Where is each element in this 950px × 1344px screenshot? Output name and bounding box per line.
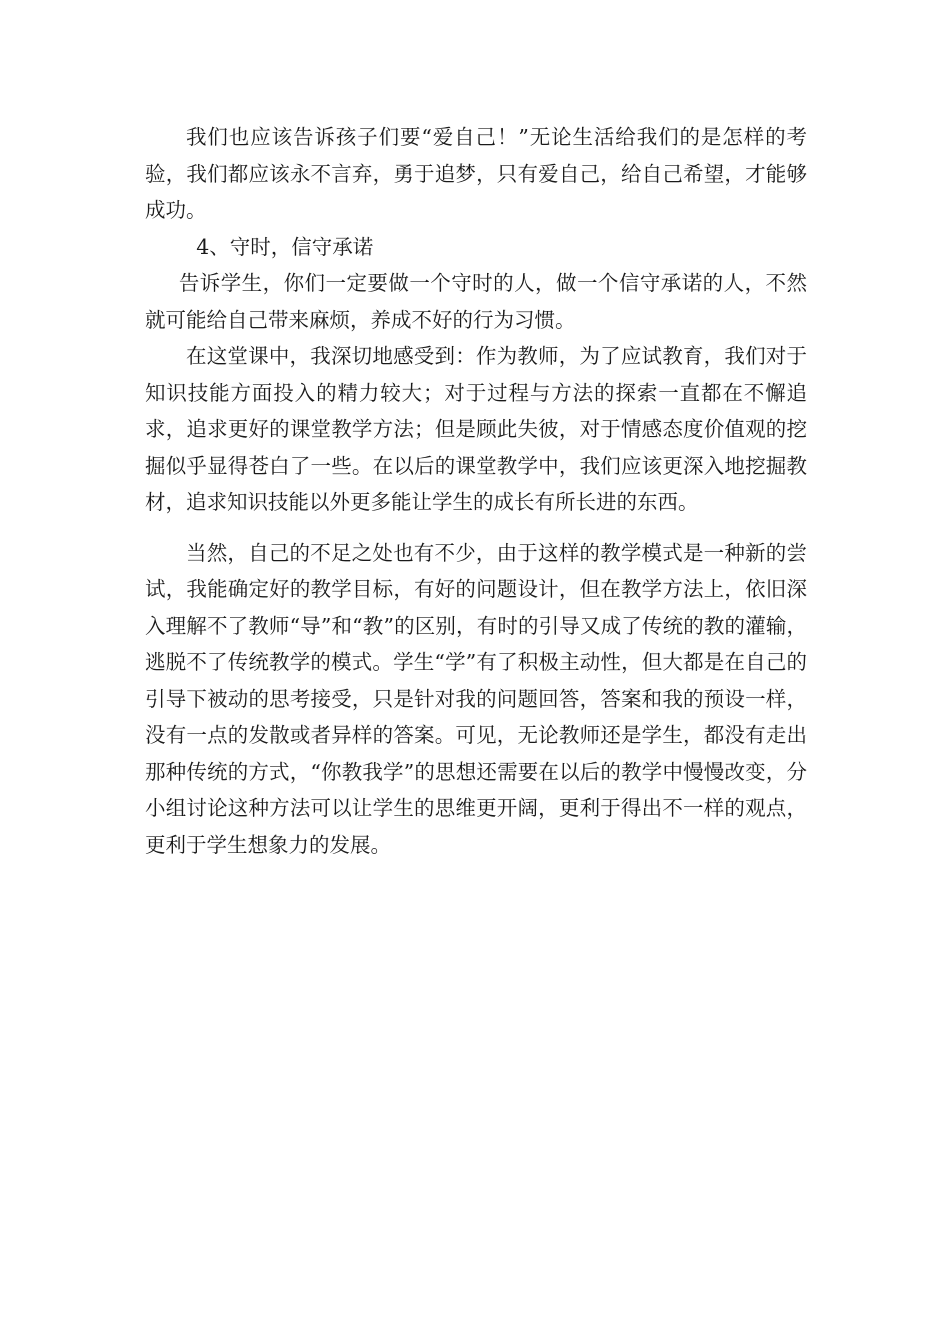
- document-body: [145, 119, 807, 863]
- paragraph-love-yourself: 我们也应该告诉孩子们要“爱自己！”无论生活给我们的是怎样的考验，我们都应该永不言弃，勇于追梦，只有爱自己，给自己希望，才能够成功。: [145, 125, 807, 222]
- paragraph-shortcomings: 当然，自己的不足之处也有不少，由于这样的教学模式是一种新的尝试，我能确定好的教学目标，有好的问题设计，但在教学方法上，依旧深入理解不了教师“导”和“教”的区别，有时的引导又成了传统的教的灌输，逃脱不了传统教学的模式。学生“学”有了积极主动性，但大都是在自己的引导下被动的思考接受，只是针对我的问题回答，答案和我的预设一样，没有一点的发散或者异样的答案。可见，无论教师还是学生，都没有走出那种传统的方式，“你教我学”的思想还需要在以后的教学中慢慢改变，分小组讨论这种方法可以让学生的思维更开阔，更利于得出不一样的观点，更利于学生想象力的发展。: [145, 540, 807, 857]
- paragraph-reflection: 在这堂课中，我深切地感受到：作为教师，为了应试教育，我们对于知识技能方面投入的精力较大；对于过程与方法的探索一直都在不懈追求，追求更好的课堂教学方法；但是顾此失彼，对于情感态度价值观的挖掘似乎显得苍白了一些。在以后的课堂教学中，我们应该更深入地挖掘教材，追求知识技能以外更多能让学生的成长有所长进的东西。: [145, 344, 807, 514]
- paragraph-tell-students: 告诉学生，你们一定要做一个守时的人，做一个信守承诺的人，不然就可能给自己带来麻烦，养成不好的行为习惯。: [145, 271, 807, 332]
- section-heading-punctuality: 4、守时，信守承诺: [196, 234, 374, 259]
